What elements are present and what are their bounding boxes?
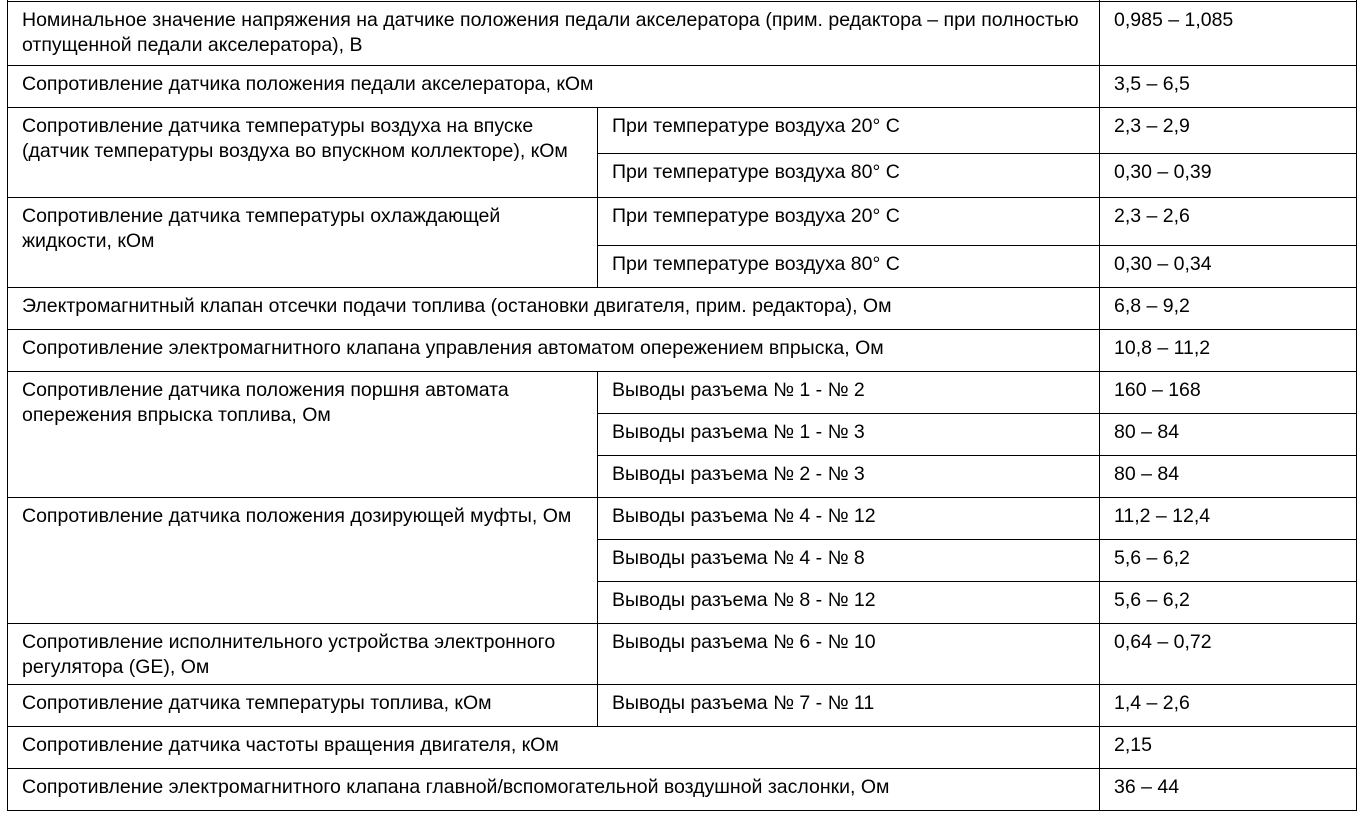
table-row [8,624,1357,685]
condition-cell: Выводы разъема № 2 - № 3 [598,456,1100,498]
table-row [8,769,1357,811]
condition-cell: При температуре воздуха 80° С [598,246,1100,288]
value-cell: 10,8 – 11,2 [1100,330,1357,372]
condition-cell: Выводы разъема № 1 - № 2 [598,372,1100,414]
parameter-cell: Сопротивление датчика положения поршня автомата опережения впрыска топлива, Ом [8,372,598,498]
condition-cell: При температуре воздуха 20° С [598,108,1100,154]
value-cell: 0,30 – 0,34 [1100,246,1357,288]
parameter-cell: Сопротивление датчика положения педали акселератора, кОм [8,66,1100,108]
spec-table [7,0,1357,811]
condition-cell: При температуре воздуха 80° С [598,154,1100,198]
parameter-cell: Сопротивление датчика положения дозирующей муфты, Ом [8,498,598,624]
value-cell: 2,3 – 2,9 [1100,108,1357,154]
table-row [8,66,1357,108]
spec-table-body [8,0,1357,811]
table-row [8,727,1357,769]
value-cell: 80 – 84 [1100,456,1357,498]
table-row [8,198,1357,246]
table-row [8,2,1357,66]
value-cell: 1,4 – 2,6 [1100,685,1357,727]
condition-cell: Выводы разъема № 7 - № 11 [598,685,1100,727]
value-cell: 0,985 – 1,085 [1100,2,1357,66]
value-cell: 160 – 168 [1100,372,1357,414]
parameter-cell: Сопротивление датчика температуры воздуха на впуске (датчик температуры воздуха во впускном коллекторе), кОм [8,108,598,198]
parameter-cell: Сопротивление датчика температуры охлаждающей жидкости, кОм [8,198,598,288]
parameter-cell: Номинальное значение напряжения на датчике положения педали акселератора (прим. редактора – при полностью отпущенной педали акселератора), В [8,2,1100,66]
value-cell: 0,30 – 0,39 [1100,154,1357,198]
parameter-cell: Сопротивление датчика частоты вращения двигателя, кОм [8,727,1100,769]
value-cell: 0,64 – 0,72 [1100,624,1357,685]
condition-cell: Выводы разъема № 4 - № 8 [598,540,1100,582]
value-cell: 6,8 – 9,2 [1100,288,1357,330]
condition-cell: Выводы разъема № 6 - № 10 [598,624,1100,685]
table-row [8,372,1357,414]
table-row [8,288,1357,330]
parameter-cell: Сопротивление датчика температуры топлива, кОм [8,685,598,727]
condition-cell: Выводы разъема № 1 - № 3 [598,414,1100,456]
parameter-cell: Электромагнитный клапан отсечки подачи топлива (остановки двигателя, прим. редактора), Ом [8,288,1100,330]
value-cell: 3,5 – 6,5 [1100,66,1357,108]
value-cell: 2,15 [1100,727,1357,769]
table-row [8,330,1357,372]
table-row [8,498,1357,540]
table-row [8,685,1357,727]
value-cell: 80 – 84 [1100,414,1357,456]
condition-cell: Выводы разъема № 8 - № 12 [598,582,1100,624]
parameter-cell: Сопротивление электромагнитного клапана главной/вспомогательной воздушной заслонки, Ом [8,769,1100,811]
value-cell: 11,2 – 12,4 [1100,498,1357,540]
parameter-cell: Сопротивление исполнительного устройства электронного регулятора (GE), Ом [8,624,598,685]
condition-cell: Выводы разъема № 4 - № 12 [598,498,1100,540]
table-row [8,108,1357,154]
value-cell: 5,6 – 6,2 [1100,540,1357,582]
condition-cell: При температуре воздуха 20° С [598,198,1100,246]
value-cell: 2,3 – 2,6 [1100,198,1357,246]
value-cell: 5,6 – 6,2 [1100,582,1357,624]
parameter-cell: Сопротивление электромагнитного клапана управления автоматом опережением впрыска, Ом [8,330,1100,372]
value-cell: 36 – 44 [1100,769,1357,811]
